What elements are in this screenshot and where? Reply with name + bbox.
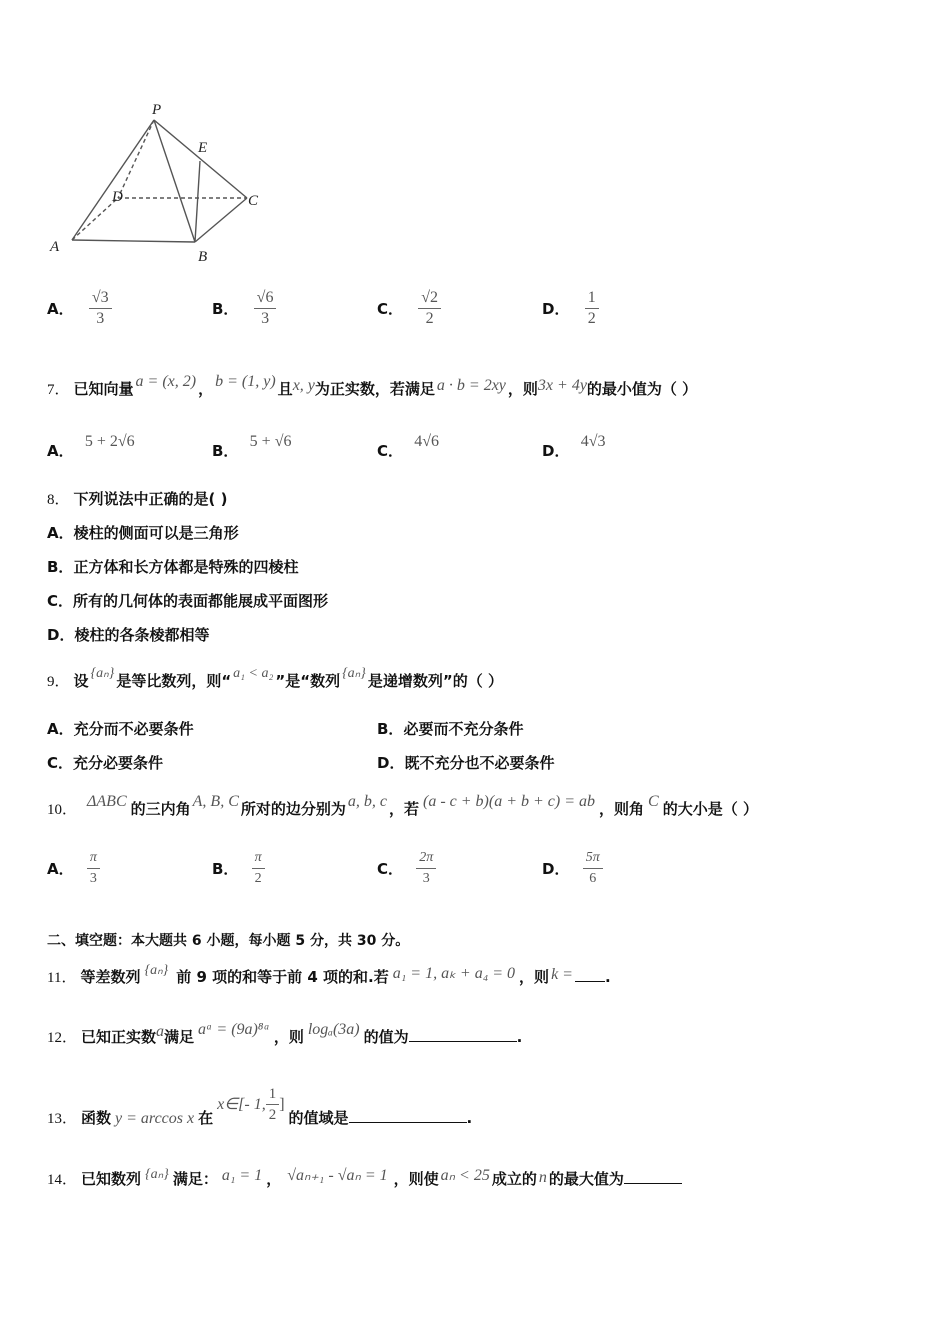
label-e: E bbox=[198, 140, 208, 156]
option-letter: A． bbox=[47, 442, 74, 460]
stem-text: 函数 bbox=[81, 1109, 112, 1127]
math-expr: {aₙ} bbox=[342, 666, 366, 681]
question-9 bbox=[47, 666, 503, 691]
option-letter: C． bbox=[377, 300, 404, 318]
question-number: 7． bbox=[47, 382, 70, 398]
label-a: A bbox=[50, 239, 60, 255]
math-expr: a bbox=[156, 1023, 165, 1040]
math-expr: A, B, C bbox=[192, 793, 239, 810]
option-letter: C． bbox=[377, 860, 404, 878]
q6-option-a[interactable] bbox=[47, 288, 112, 329]
math-expr: aₙ < 25 bbox=[440, 1167, 490, 1184]
math-expr: y = arccos x bbox=[115, 1110, 195, 1127]
question-number: 13． bbox=[47, 1111, 78, 1127]
stem-text: 已知数列 bbox=[81, 1170, 142, 1188]
fraction: $\frac{√2}{2}$ bbox=[418, 288, 441, 329]
answer-blank[interactable] bbox=[575, 967, 605, 982]
math-expr: 3x + 4y bbox=[537, 377, 587, 394]
math-expr: x, y bbox=[292, 377, 315, 394]
math-expr: aᵃ = (9a)⁸ᵃ bbox=[198, 1021, 270, 1038]
q8-option-b[interactable] bbox=[47, 556, 298, 577]
question-number: 12． bbox=[47, 1030, 78, 1046]
question-10 bbox=[47, 793, 758, 819]
question-12 bbox=[47, 1021, 523, 1047]
fraction: $\frac{√3}{3}$ bbox=[89, 288, 112, 329]
label-p: P bbox=[152, 102, 162, 118]
stem-text: 满足： bbox=[172, 1170, 218, 1188]
option-expr: 4√3 bbox=[580, 433, 606, 450]
stem-text: 的最小值为（ ） bbox=[586, 380, 698, 398]
option-text: 充分而不必要条件 bbox=[73, 720, 194, 738]
fraction: $\frac{5\pi}{6}$ bbox=[583, 848, 603, 889]
edge-bc bbox=[195, 198, 247, 242]
question-number: 11． bbox=[47, 970, 77, 986]
option-letter: C． bbox=[377, 442, 404, 460]
q9-option-b[interactable] bbox=[377, 718, 523, 739]
math-expr: b = (1, y) bbox=[215, 373, 276, 390]
stem-text: 成立的 bbox=[491, 1170, 537, 1188]
option-text: 棱柱的各条棱都相等 bbox=[74, 626, 210, 644]
math-expr: {aₙ} bbox=[145, 1167, 169, 1182]
math-expr: {aₙ} bbox=[90, 666, 115, 681]
option-letter: A． bbox=[47, 524, 74, 542]
stem-text: 等差数列 bbox=[80, 968, 141, 986]
fraction: $\frac{\pi}{3}$ bbox=[87, 848, 100, 889]
q8-option-c[interactable] bbox=[47, 590, 328, 611]
stem-text: 满足 bbox=[164, 1028, 195, 1046]
q6-option-d[interactable] bbox=[542, 288, 599, 329]
edge-pd bbox=[118, 120, 154, 198]
math-expr: a · b = 2xy bbox=[436, 377, 506, 394]
math-expr: a₁ = 1 bbox=[221, 1167, 263, 1184]
option-letter: C． bbox=[47, 592, 74, 610]
edge-pc bbox=[154, 120, 247, 198]
question-7 bbox=[47, 373, 698, 399]
option-letter: D． bbox=[542, 300, 570, 318]
stem-text: ，则角 bbox=[599, 800, 645, 818]
fraction: $\frac{2\pi}{3}$ bbox=[416, 848, 436, 889]
stem-text: 的值为 bbox=[363, 1028, 409, 1046]
q6-option-c[interactable] bbox=[377, 288, 441, 329]
stem-text: 的大小是（ ） bbox=[662, 800, 758, 818]
stem-text: . bbox=[466, 1109, 473, 1127]
stem-text: 的最大值为 bbox=[548, 1170, 624, 1188]
math-expr: {aₙ} bbox=[144, 963, 169, 978]
math-expr: C bbox=[648, 793, 659, 810]
question-11 bbox=[47, 963, 611, 987]
q8-option-a[interactable] bbox=[47, 522, 239, 543]
option-text: 所有的几何体的表面都能展成平面图形 bbox=[73, 592, 329, 610]
option-expr: 5 + √6 bbox=[249, 433, 292, 450]
q9-option-d[interactable] bbox=[377, 752, 554, 773]
stem-text: ”是“数列 bbox=[275, 672, 341, 690]
fraction: $\frac{1}{2}$ bbox=[585, 288, 599, 329]
stem-text: 前 9 项的和等于前 4 项的和.若 bbox=[176, 968, 389, 986]
math-expr: logₐ(3a) bbox=[307, 1021, 360, 1038]
option-letter: B． bbox=[47, 558, 74, 576]
math-expr: a, b, c bbox=[347, 793, 387, 810]
q7-option-b[interactable] bbox=[212, 430, 292, 460]
q7-option-d[interactable] bbox=[542, 430, 606, 460]
option-text: 棱柱的侧面可以是三角形 bbox=[73, 524, 239, 542]
answer-blank[interactable] bbox=[349, 1108, 467, 1123]
option-text: 既不充分也不必要条件 bbox=[404, 754, 555, 772]
option-letter: D． bbox=[542, 860, 570, 878]
option-text: 充分必要条件 bbox=[73, 754, 164, 772]
edge-ab bbox=[72, 240, 195, 242]
option-letter: D． bbox=[542, 442, 570, 460]
math-expr: √aₙ₊₁ - √aₙ = 1 bbox=[287, 1167, 388, 1184]
question-number: 14． bbox=[47, 1172, 78, 1188]
q10-option-b[interactable] bbox=[212, 848, 265, 889]
stem-text: ，则使 bbox=[393, 1170, 439, 1188]
stem-text: ，则 bbox=[507, 380, 538, 398]
math-interval: x∈[- 1, $\frac{1}{2}$ ] bbox=[217, 1086, 285, 1123]
stem-text: ，则 bbox=[519, 968, 550, 986]
stem-text: 的值域是 bbox=[288, 1109, 349, 1127]
label-b: B bbox=[198, 249, 208, 265]
math-expr: a₁ < a₂ bbox=[233, 666, 274, 681]
fraction: $\frac{√6}{3}$ bbox=[254, 288, 277, 329]
option-letter: A． bbox=[47, 720, 74, 738]
fraction: $\frac{\pi}{2}$ bbox=[252, 848, 265, 889]
q7-option-c[interactable] bbox=[377, 430, 440, 460]
q9-option-a[interactable] bbox=[47, 718, 194, 739]
stem-text: 是递增数列”的（ ） bbox=[367, 672, 503, 690]
math-expr: ΔABC bbox=[87, 793, 127, 810]
q10-option-c[interactable] bbox=[377, 848, 436, 889]
stem-text: 设 bbox=[73, 672, 89, 690]
stem-text: ， bbox=[198, 380, 214, 398]
label-d: D bbox=[112, 189, 123, 205]
option-expr: 4√6 bbox=[414, 433, 440, 450]
option-letter: D． bbox=[377, 754, 405, 772]
stem-text: ，则 bbox=[273, 1028, 304, 1046]
math-expr: (a - c + b)(a + b + c) = ab bbox=[423, 793, 596, 810]
pyramid-figure bbox=[40, 95, 270, 270]
math-expr: a₁ = 1, aₖ + a₄ = 0 bbox=[392, 965, 516, 982]
answer-blank[interactable] bbox=[624, 1169, 682, 1184]
option-letter: A． bbox=[47, 300, 74, 318]
option-text: 正方体和长方体都是特殊的四棱柱 bbox=[73, 558, 299, 576]
option-letter: B． bbox=[212, 300, 239, 318]
option-expr: 5 + 2√6 bbox=[84, 433, 135, 450]
option-letter: B． bbox=[377, 720, 404, 738]
stem-text: 的三内角 bbox=[130, 800, 191, 818]
question-14 bbox=[47, 1168, 682, 1189]
stem-text: 且 bbox=[277, 380, 293, 398]
stem-text: 已知向量 bbox=[73, 380, 134, 398]
question-13 bbox=[47, 1086, 473, 1139]
stem-text: 为正实数，若满足 bbox=[314, 380, 435, 398]
question-number: 8． bbox=[47, 492, 70, 508]
stem-text: 已知正实数 bbox=[81, 1028, 157, 1046]
option-letter: B． bbox=[212, 442, 239, 460]
stem-text: ， bbox=[266, 1170, 282, 1188]
edge-pa bbox=[72, 120, 154, 240]
q10-option-a[interactable] bbox=[47, 848, 100, 889]
answer-blank[interactable] bbox=[409, 1027, 517, 1042]
stem-text: 所对的边分别为 bbox=[240, 800, 346, 818]
option-letter: D． bbox=[47, 626, 75, 644]
option-text: 必要而不充分条件 bbox=[403, 720, 524, 738]
section-heading: 二、填空题：本大题共 6 小题，每小题 5 分，共 30 分。 bbox=[47, 933, 410, 949]
stem-text: ，若 bbox=[388, 800, 419, 818]
stem-text: 下列说法中正确的是( ) bbox=[73, 490, 228, 508]
q9-option-c[interactable] bbox=[47, 752, 163, 773]
question-number: 10． bbox=[47, 802, 78, 818]
edge-eb bbox=[195, 161, 200, 242]
stem-text: 在 bbox=[198, 1109, 214, 1127]
option-letter: B． bbox=[212, 860, 239, 878]
math-expr: n bbox=[538, 1169, 547, 1186]
question-8 bbox=[47, 488, 227, 509]
stem-text: . bbox=[604, 968, 611, 986]
edge-pb bbox=[154, 120, 195, 242]
option-letter: C． bbox=[47, 754, 74, 772]
stem-text: 是等比数列，则“ bbox=[116, 672, 232, 690]
q8-option-d[interactable] bbox=[47, 624, 209, 645]
math-expr: a = (x, 2) bbox=[135, 373, 197, 390]
label-c: C bbox=[248, 193, 259, 209]
q6-option-b[interactable] bbox=[212, 288, 276, 329]
q10-option-d[interactable] bbox=[542, 848, 603, 889]
stem-text: . bbox=[516, 1028, 523, 1046]
option-letter: A． bbox=[47, 860, 74, 878]
q7-option-a[interactable] bbox=[47, 430, 135, 460]
math-expr: k = bbox=[551, 966, 573, 983]
question-number: 9． bbox=[47, 674, 70, 690]
